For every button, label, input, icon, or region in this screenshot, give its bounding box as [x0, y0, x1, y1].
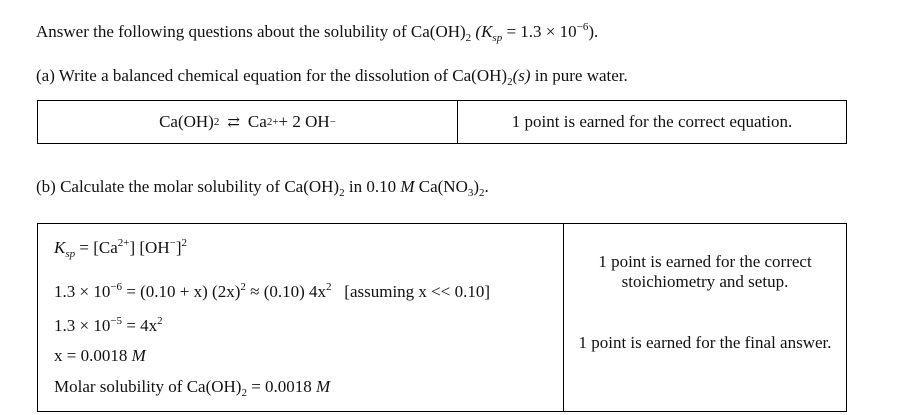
w2-a: 1.3 × 10	[54, 282, 111, 301]
w2-c: ≈ (0.10) 4x	[245, 282, 327, 301]
w3-a: 1.3 × 10	[54, 316, 111, 335]
w1-sup: 2+	[117, 237, 130, 249]
ksp-value: = 1.3 × 10	[502, 22, 577, 41]
w2-sup: −6	[110, 281, 123, 293]
w2-sup3: 2	[326, 281, 332, 293]
w2-b: = (0.10 + x) (2x)	[122, 282, 241, 301]
answer-a-table	[37, 100, 847, 144]
w1-sup2: −	[169, 237, 176, 249]
question-a-sub: 2	[507, 76, 513, 88]
intro-compound: Ca(OH)	[410, 22, 466, 41]
intro-close: ).	[588, 22, 599, 41]
w1-k: K	[54, 238, 66, 257]
w4-m: M	[131, 346, 146, 365]
w1-sup3: 2	[181, 237, 188, 249]
w1-sub: sp	[65, 248, 76, 260]
w5-text: Molar solubility of Ca(OH)	[54, 377, 242, 396]
w5-b: = 0.0018	[246, 377, 317, 396]
eq-reactant: Ca(OH)	[159, 112, 214, 131]
eq-product2: + 2 OH	[278, 112, 330, 131]
question-a-text: (a) Write a balanced chemical equation for the dissolution of Ca(OH)	[36, 66, 508, 85]
answer-a-points-text: 1 point is earned for the correct equation.	[511, 112, 793, 131]
eq-product1: Ca	[247, 112, 267, 131]
points-setup: 1 point is earned for the correct stoichiometry and setup.	[598, 252, 812, 291]
intro-text	[36, 22, 598, 42]
equilibrium-arrow-icon: ⇄	[227, 114, 240, 131]
w5-sub: 2	[241, 387, 247, 399]
w5-m: M	[316, 377, 331, 396]
w1-c: ]	[175, 238, 182, 257]
question-b-text: (b) Calculate the molar solubility of Ca(OH)	[36, 177, 340, 196]
question-b-mid: in 0.10	[344, 177, 401, 196]
question-b-tail2: )	[473, 177, 480, 196]
points-final: 1 point is earned for the final answer.	[578, 333, 832, 352]
question-a	[36, 66, 628, 86]
w3-sup2: 2	[157, 315, 163, 327]
question-b-sub2: 3	[467, 187, 474, 199]
answer-b-points	[564, 224, 846, 411]
w2-d: [assuming x << 0.10]	[331, 282, 491, 301]
question-b-tail: Ca(NO	[414, 177, 468, 196]
work-line-1	[54, 238, 187, 258]
w4-text: x = 0.0018	[54, 346, 132, 365]
question-b-molar: M	[400, 177, 415, 196]
ksp-exponent: −6	[576, 21, 589, 33]
question-b	[36, 177, 489, 197]
w1-b: ] [OH	[129, 238, 170, 257]
w3-b: = 4x	[122, 316, 158, 335]
work-line-5	[54, 377, 330, 397]
intro-prefix: Answer the following questions about the solubility of	[36, 22, 411, 41]
work-line-4	[54, 346, 146, 366]
w2-sup2: 2	[240, 281, 246, 293]
work-line-3	[54, 316, 163, 336]
answer-a-equation: Ca(OH) 2 ⇄ Ca 2+ + 2 OH −	[38, 101, 458, 143]
answer-b-work	[38, 224, 564, 411]
answer-b-table	[37, 223, 847, 412]
question-a-phase: (s)	[512, 66, 531, 85]
intro-compound-sub: 2	[465, 32, 472, 44]
w3-sup: −5	[110, 315, 123, 327]
question-a-tail: in pure water.	[530, 66, 628, 85]
question-b-sub3: 2	[479, 187, 485, 199]
answer-a-points	[458, 101, 846, 143]
ksp-sub: sp	[492, 32, 503, 44]
question-b-end: .	[484, 177, 489, 196]
w1-a: = [Ca	[75, 238, 118, 257]
question-b-sub: 2	[339, 187, 345, 199]
work-line-2	[54, 282, 490, 302]
ksp-open: (K	[471, 22, 493, 41]
